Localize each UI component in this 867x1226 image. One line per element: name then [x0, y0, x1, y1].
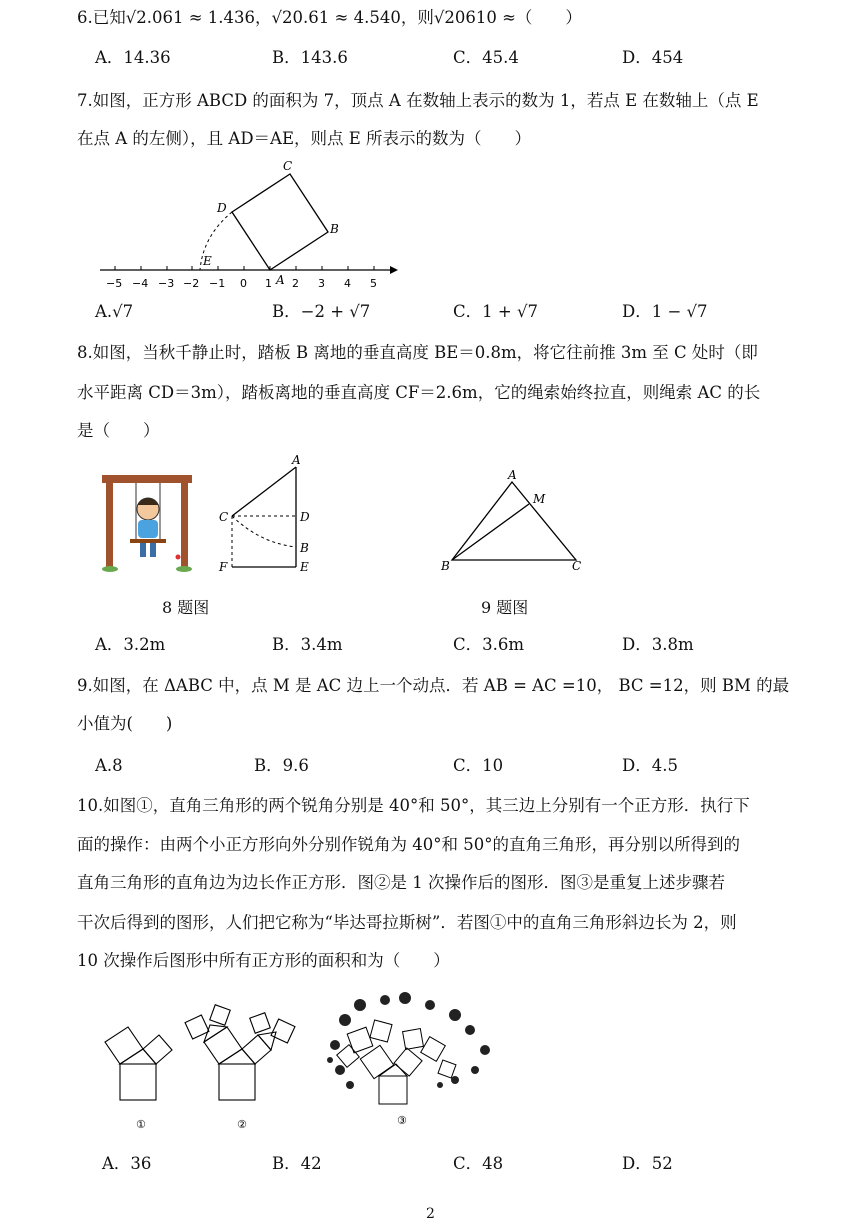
q10-option-b: B．42	[272, 1154, 322, 1173]
q8-option-b: B．3.4m	[272, 635, 343, 654]
q7-option-a: A.√7	[95, 302, 134, 321]
figure-1-caption: ①	[136, 1118, 146, 1131]
tick-label: 2	[292, 277, 299, 290]
label-b: B	[441, 559, 450, 573]
q10-line-1: 10.如图①，直角三角形的两个锐角分别是 40°和 50°，其三边上分别有一个正方形．执行下	[77, 796, 750, 815]
q8-line-1: 8.如图，当秋千静止时，踏板 B 离地的垂直高度 BE＝0.8m，将它往前推 3m 至 C 处时（即	[77, 343, 758, 362]
q8-option-c: C．3.6m	[453, 635, 525, 654]
q7-option-b: B．−2 + √7	[272, 302, 371, 321]
label-e: E	[300, 560, 309, 574]
tick-label: −3	[158, 277, 175, 290]
tick-label: −1	[209, 277, 226, 290]
q9-figure-caption: 9 题图	[481, 598, 529, 617]
label-m: M	[533, 492, 546, 506]
tick-label: −5	[106, 277, 123, 290]
label-a: A	[508, 468, 517, 482]
tick-label: 0	[240, 277, 247, 290]
pythagoras-tree-figure-3	[337, 1020, 456, 1104]
q9-option-a: A.8	[95, 756, 123, 775]
tick-label: 4	[344, 277, 351, 290]
q10-option-a: A．36	[102, 1154, 152, 1173]
label-d: D	[217, 201, 227, 215]
q8-option-d: D．3.8m	[622, 635, 694, 654]
tick-label: −4	[132, 277, 149, 290]
q6-option-d: D．454	[622, 48, 684, 67]
label-c: C	[572, 559, 582, 573]
q7-line-1: 7.如图，正方形 ABCD 的面积为 7，顶点 A 在数轴上表示的数为 1，若点 E 在数轴上（点 E	[77, 91, 759, 110]
q10-line-3: 直角三角形的直角边为边长作正方形．图②是 1 次操作后的图形．图③是重复上述步骤若	[77, 873, 725, 892]
tick-label: 3	[318, 277, 325, 290]
pythagoras-tree-foliage	[327, 992, 490, 1089]
q6-option-c: C．45.4	[453, 48, 519, 67]
tick-label: 5	[370, 277, 377, 290]
q10-line-5: 10 次操作后图形中所有正方形的面积和为（ ）	[77, 951, 450, 970]
q8-figure-caption: 8 题图	[162, 598, 210, 617]
q9-option-d: D．4.5	[622, 756, 678, 775]
figure-3-caption: ③	[397, 1114, 407, 1127]
q7-line-2: 在点 A 的左侧），且 AD＝AE，则点 E 所表示的数为（ ）	[77, 129, 532, 148]
q10-line-2: 面的操作：由两个小正方形向外分别作锐角为 40°和 50°的直角三角形，再分别以所得到的	[77, 835, 740, 854]
pythagoras-figure-2	[185, 1005, 295, 1100]
q9-option-c: C．10	[453, 756, 504, 775]
q8-option-a: A．3.2m	[95, 635, 166, 654]
label-b: B	[300, 541, 309, 555]
q10-line-4: 干次后得到的图形，人们把它称为“毕达哥拉斯树”．若图①中的直角三角形斜边长为 2，则	[77, 913, 737, 932]
q6-option-b: B．143.6	[272, 48, 348, 67]
figure-2-caption: ②	[237, 1118, 247, 1131]
label-c: C	[219, 510, 229, 524]
label-d: D	[300, 510, 310, 524]
q7-option-d: D．1 − √7	[622, 302, 708, 321]
q9-line-2: 小值为( )	[77, 714, 173, 733]
label-e: E	[203, 254, 212, 268]
q8-line-2: 水平距离 CD＝3m），踏板离地的垂直高度 CF＝2.6m，它的绳索始终拉直，则绳索 AC 的长	[77, 383, 761, 402]
q6-text: 6.已知√2.061 ≈ 1.436，√20.61 ≈ 4.540，则√20610 ≈（ ）	[77, 8, 582, 27]
q6-option-a: A．14.36	[95, 48, 171, 67]
label-c: C	[283, 159, 293, 173]
label-a: A	[292, 453, 301, 467]
tick-label: 1	[265, 277, 272, 290]
tick-label: −2	[183, 277, 200, 290]
page-number: 2	[426, 1206, 435, 1222]
q8-line-3: 是（ ）	[77, 421, 160, 440]
pythagoras-figure-1	[105, 1027, 172, 1100]
q9-line-1: 9.如图，在 ΔABC 中，点 M 是 AC 边上一个动点．若 AB = AC =10， BC =12，则 BM 的最	[77, 676, 790, 695]
label-f: F	[219, 560, 228, 574]
q10-option-c: C．48	[453, 1154, 504, 1173]
q9-option-b: B．9.6	[254, 756, 309, 775]
label-b: B	[330, 222, 339, 236]
q10-option-d: D．52	[622, 1154, 673, 1173]
q7-option-c: C．1 + √7	[453, 302, 538, 321]
label-a: A	[276, 273, 285, 287]
